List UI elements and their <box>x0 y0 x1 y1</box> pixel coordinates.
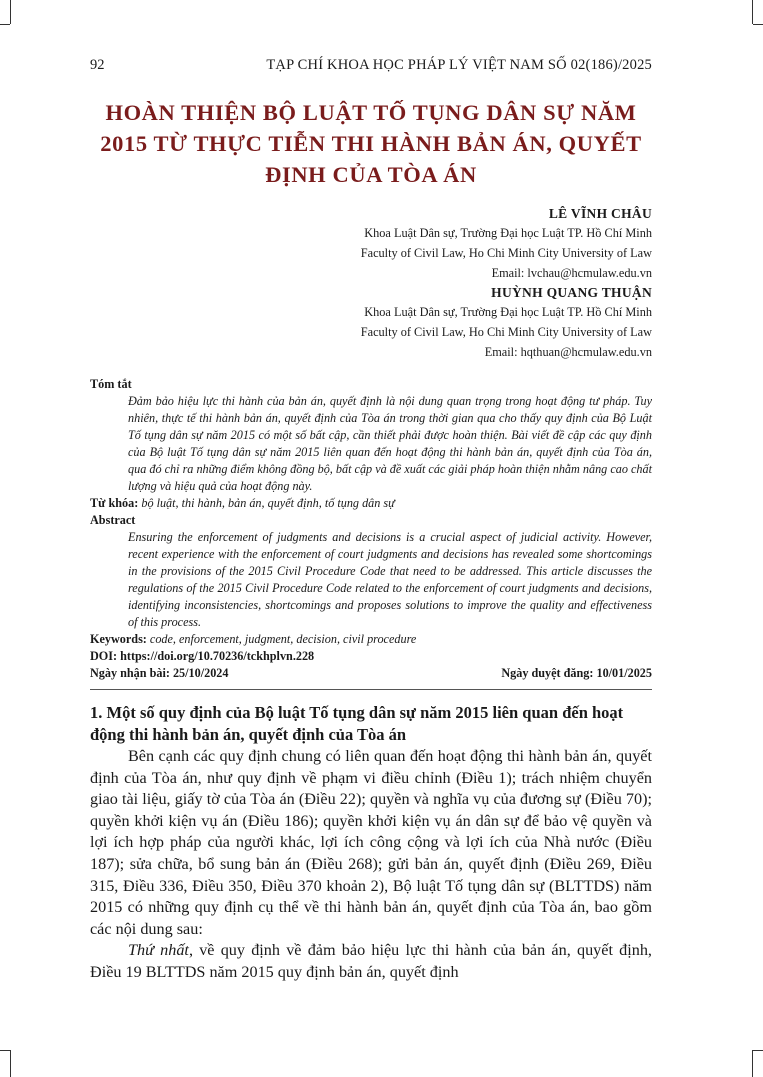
crop-mark <box>0 24 10 25</box>
running-header <box>90 55 652 75</box>
abstract-en-heading: Abstract <box>90 513 136 527</box>
author-1 <box>90 204 652 283</box>
crop-mark <box>0 1050 10 1051</box>
crop-mark <box>752 1050 753 1077</box>
crop-mark <box>752 0 753 24</box>
author-affiliation-en: Faculty of Civil Law, Ho Chi Minh City University of Law <box>360 246 652 260</box>
keywords-vi-values: bộ luật, thi hành, bản án, quyết định, tố tụng dân sự <box>141 496 395 510</box>
abstract-section <box>90 376 652 690</box>
author-name: HUỲNH QUANG THUẬN <box>491 285 652 300</box>
keywords-vi-label: Từ khóa: <box>90 496 139 510</box>
paragraph-text: , về quy định về đảm bảo hiệu lực thi hành của bản án, quyết định, Điều 19 BLTTDS năm 2015 quy định bản án, quyết định <box>90 941 652 981</box>
author-email: Email: hqthuan@hcmulaw.edu.vn <box>484 345 652 359</box>
abstract-vi-text: Đảm bảo hiệu lực thi hành của bản án, quyết định là nội dung quan trọng trong hoạt động tư pháp. Tuy nhiên, thực tế thi hành bản án, quyết định của Tòa án trong thời gian qua cho thấy quy định của Bộ Luật Tố tụng dân sự năm 2015 có một số bất cập, cần thiết phải được hoàn thiện. Bài viết đề cập các quy định của Bộ luật Tố tụng dân sự năm 2015 liên quan đến hoạt động thi hành bản án, quyết định của Tòa án, qua đó chỉ ra những điểm không đồng bộ, bất cập và đề xuất các giải pháp hoàn thiện nhằm nâng cao chất lượng và hiệu quả của hoạt động này. <box>128 394 652 493</box>
author-name: LÊ VĨNH CHÂU <box>548 206 652 221</box>
author-email: Email: lvchau@hcmulaw.edu.vn <box>491 266 652 280</box>
keywords-en <box>90 631 652 648</box>
crop-mark <box>753 1050 763 1051</box>
article-page <box>90 55 652 984</box>
author-2 <box>90 283 652 362</box>
doi-link[interactable]: DOI: https://doi.org/10.70236/tckhplvn.228 <box>90 649 315 663</box>
author-block <box>90 204 652 362</box>
author-affiliation-en: Faculty of Civil Law, Ho Chi Minh City University of Law <box>360 325 652 339</box>
crop-mark <box>10 1050 11 1077</box>
article-dates <box>90 665 652 682</box>
journal-name: TẠP CHÍ KHOA HỌC PHÁP LÝ VIỆT NAM SỐ 02(186)/2025 <box>266 57 652 73</box>
crop-mark <box>753 24 763 25</box>
emphasis-lead: Thứ nhất <box>128 941 189 960</box>
accepted-date: Ngày duyệt đăng: 10/01/2025 <box>501 666 652 680</box>
divider <box>90 689 652 690</box>
body-paragraph: Bên cạnh các quy định chung có liên quan đến hoạt động thi hành bản án, quyết định của Tòa án, như quy định về phạm vi điều chỉnh (Điều 1); trách nhiệm chuyển giao tài liệu, giấy tờ của Tòa án (Điều 22); quyền và nghĩa vụ của đương sự (Điều 70); quyền khởi kiện vụ án (Điều 186); quyền khởi kiện vụ án dân sự để bảo vệ quyền và lợi ích hợp pháp của người khác, lợi ích công cộng và lợi ích của Nhà nước (Điều 187); sửa chữa, bổ sung bản án (Điều 268); gửi bản án, quyết định (Điều 269, Điều 315, Điều 336, Điều 350, Điều 370 khoản 2), Bộ luật Tố tụng dân sự (BLTTDS) năm 2015 có những quy định cụ thể về thi hành bản án, quyết định của Tòa án, bao gồm các nội dung sau: <box>90 747 652 938</box>
article-title: HOÀN THIỆN BỘ LUẬT TỐ TỤNG DÂN SỰ NĂM 2015 TỪ THỰC TIỄN THI HÀNH BẢN ÁN, QUYẾT ĐỊNH CỦA TÒA ÁN <box>100 100 642 187</box>
keywords-en-label: Keywords: <box>90 632 147 646</box>
received-date: Ngày nhận bài: 25/10/2024 <box>90 666 229 680</box>
body-paragraph <box>90 940 652 983</box>
keywords-en-values: code, enforcement, judgment, decision, civil procedure <box>149 632 417 646</box>
section-heading: 1. Một số quy định của Bộ luật Tố tụng dân sự năm 2015 liên quan đến hoạt động thi hành bản án, quyết định của Tòa án <box>90 703 624 744</box>
crop-mark <box>10 0 11 24</box>
page-number: 92 <box>90 57 105 73</box>
author-affiliation-vi: Khoa Luật Dân sự, Trường Đại học Luật TP. Hồ Chí Minh <box>364 305 652 319</box>
abstract-vi-heading: Tóm tắt <box>90 377 132 391</box>
keywords-vi <box>90 495 652 512</box>
abstract-en-text: Ensuring the enforcement of judgments and decisions is a crucial aspect of judicial activity. However, recent experience with the enforcement of court judgments and decisions has revealed some shortcomings in the provisions of the 2015 Civil Procedure Code that need to be addressed. This article discusses the regulations of the 2015 Civil Procedure Code related to the enforcement of court judgments and decisions, identifying inconsistencies, shortcomings and proposes solutions to improve the quality and effectiveness of this process. <box>128 530 652 629</box>
author-affiliation-vi: Khoa Luật Dân sự, Trường Đại học Luật TP. Hồ Chí Minh <box>364 226 652 240</box>
